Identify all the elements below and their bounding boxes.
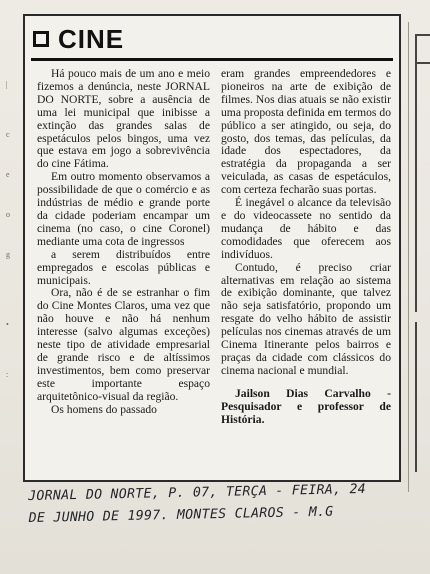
- citation-line-2: DE JUNHO DE 1997. MONTES CLAROS - M.G: [28, 504, 334, 526]
- article-column-left: [37, 68, 210, 416]
- article-column-right: [221, 68, 391, 426]
- adjacent-column-edge-left: | c e o g • :: [6, 80, 10, 379]
- paragraph: Em outro momento observamos a possibilidade de que o comércio e as indústrias de médio e grande porte da cidade poderiam encampar um cinema (no caso, o cine Coronel) mediante uma cota de ingressos: [37, 170, 210, 248]
- handwritten-citation: [28, 478, 399, 530]
- adjacent-column-edge-right: [408, 22, 430, 492]
- newspaper-clipping: [23, 14, 401, 482]
- paragraph: Contudo, é preciso criar alternativas em relação ao sistema de exibição dominante, que talvez não seja satisfatório, propondo um resgate do velho hábito de assistir películas nos cinemas através de um Cinema Itinerante pelos bairros e praças da cidade com clássicos do cinema nacional e mundial.: [221, 260, 391, 377]
- square-bullet-icon: [33, 31, 49, 47]
- citation-line-1: JORNAL DO NORTE, P. 07, TERÇA - FEIRA, 24: [28, 481, 367, 504]
- paragraph: É inegável o alcance da televisão e do videocassete no sentido da mudança de hábito e das comodidades que oferecem aos indivíduos.: [221, 196, 391, 261]
- section-header: [33, 22, 124, 56]
- paragraph: eram grandes empreendedores e pioneiros na arte de exibição de filmes. Nos dias atuais se não existir uma proposta definida em termos do público a ser atingido, ou seja, do gosto, dos temas, das películas, da idade dos espectadores, da estratégia da propaganda a ser veiculada, as casas de espetáculos, com certeza fecharão suas portas.: [221, 67, 391, 197]
- paragraph: Há pouco mais de um ano e meio fizemos a denúncia, neste JORNAL DO NORTE, sobre a ausência de uma lei municipal que inibisse a extinção das grandes salas de espetáculos pelos bingos, uma vez que estava em jogo a sobrevivência do cine Fátima.: [37, 67, 210, 171]
- paragraph: a serem distribuídos entre empregados e escolas públicas e municipais.: [37, 247, 210, 287]
- paragraph: Ora, não é de se estranhar o fim do Cine Montes Claros, uma vez que não houve e não há nenhum interesse (salvo algumas exceções) neste tipo de atividade empresarial de grande risco e de altíssimos investimentos, bem como preservar este importante espaço arquitetônico-visual da região.: [37, 286, 210, 403]
- author-byline: Jailson Dias Carvalho - Pesquisador e professor de História.: [221, 386, 391, 426]
- section-title: CINE: [58, 23, 125, 54]
- paragraph: Os homens do passado: [51, 402, 157, 416]
- header-rule: [31, 58, 393, 61]
